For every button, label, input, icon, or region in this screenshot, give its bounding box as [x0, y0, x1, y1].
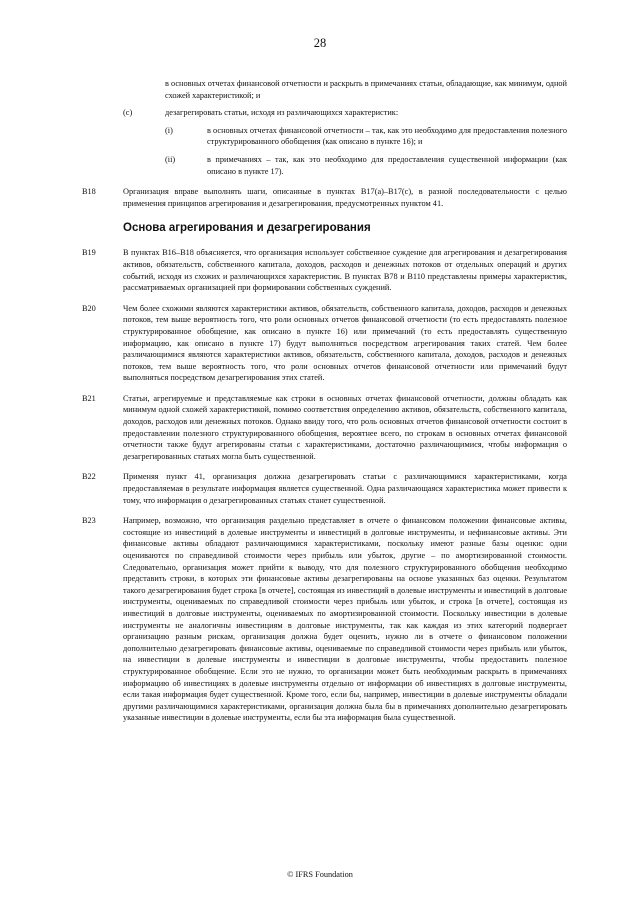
- paragraph-number-b20: B20: [82, 303, 96, 313]
- paragraph-number-b19: B19: [82, 248, 96, 258]
- paragraph-text-b20: Чем более схожими являются характеристики активов, обязательств, собственного капитала, доходов, расходов и денежных потоков, тем выше вероятность того, что роли основных отчетов финансовой отчетности (то есть предоставлять полезное структурированное обобщение, как описано в пункте 16) или примечаний (то есть предоставлять существенную информацию, как описано в пункте 17) будут выполняться посредством агрегирования таких статей. Чем более различающимися являются характеристики активов, обязательств, собственного капитала, доходов, расходов и денежных потоков, тем выше вероятность того, что роли основных отчетов финансовой отчетности или примечаний будут выполняться посредством дезагрегирования этих статей.: [123, 303, 567, 383]
- paragraph-text-b23: Например, возможно, что организация раздельно представляет в отчете о финансовом положении финансовые активы, состоящие из инвестиций в долевые инструменты и инвестиций в долговые инструменты, и нефинансовые активы. Эти финансовые активы обладают различающимися характеристиками, поскольку имеют разные базы оценки: одни оцениваются по справедливой стоимости через прибыль или убыток, другие – по амортизированной стоимости. Следовательно, организация может прийти к выводу, что для полезного структурированного обобщения необходимо представить строки, в которых эти финансовые активы дезагрегированы на основе указанных баз оценки. Результатом такого дезагрегирования будет строка [в отчете], состоящая из инвестиций в долевые инструменты и инвестиций в долговые инструменты, оцениваемых по справедливой стоимости через прибыль или убыток, и строка [в отчете], состоящая из инвестиций в долговые инструменты, оцениваемых по амортизированной стоимости. Поскольку инвестиции в долевые инструменты не аналогичны инвестициям в долговые инструменты, так как каждая из этих категорий подвергает организацию разным рискам, организация должна будет оценить, нужно ли в отчете о финансовом положении дополнительно дезагрегировать финансовые активы, оцениваемые по справедливой стоимости через прибыль или убыток, на инвестиции в долевые инструменты и инвестиции в долговые инструменты, чтобы предоставить полезное структурированное обобщение. Если это не нужно, то организации может быть необходимым раскрыть в примечаниях информацию об инвестициях в долевые инструменты отдельно от информации об инвестициях в долговые инструменты, если такая информация будет существенной. Кроме того, если бы, например, инвестиции в долевые инструменты обладали другими различающимися характеристиками, организация должна была бы в примечаниях дополнительно дезагрегировать указанные инвестиции в долевые инструменты, если бы эта информация была существенной.: [123, 516, 567, 723]
- sublist-label-i: (i): [165, 125, 173, 135]
- paragraph-number-b22: B22: [82, 472, 96, 482]
- sublist-label-ii: (ii): [165, 154, 176, 164]
- paragraph-text-b22: Применяя пункт 41, организация должна дезагрегировать статьи с различающимися характеристиками, когда предоставляемая в результате информация является существенной. Одна различающаяся характеристика может привести к тому, что информация о дезагрегированных статьях станет существенной.: [123, 472, 567, 505]
- lead-paragraph: [0, 78, 640, 101]
- list-text-c: дезагрегировать статьи, исходя из различающихся характеристик:: [165, 108, 399, 118]
- paragraph-b23: [0, 515, 640, 724]
- paragraph-number-b23: B23: [82, 516, 96, 526]
- paragraph-b18: [0, 186, 640, 209]
- paragraph-text-b18: Организация вправе выполнять шаги, описанные в пунктах B17(a)–B17(c), в разной последовательности с целью применения принципов агрегирования и дезагрегирования, предусмотренных пунктом 41.: [123, 187, 567, 208]
- paragraph-b19: [0, 247, 640, 293]
- page-number: 28: [313, 36, 327, 50]
- list-item-c: [0, 107, 640, 119]
- paragraph-text-b21: Статьи, агрегируемые и представляемые как строки в основных отчетах финансовой отчетности, должны обладать как минимум одной схожей характеристикой, помимо соответствия определению активов, обязательств, собственного капитала, доходов, расходов или денежных потоков. Однако ввиду того, что роль основных отчетов финансовой отчетности состоит в предоставлении полезного структурированного обобщения, вероятнее всего, по строкам в основных отчетах финансовой отчетности также будут агрегированы статьи с характеристиками, достаточно различающимися, чтобы информация о дезагрегированных статьях могла быть существенной.: [123, 393, 567, 461]
- paragraph-text-b19: В пунктах B16–B18 объясняется, что организация использует собственное суждение для агрегирования и дезагрегирования активов, обязательств, собственного капитала, доходов, расходов и денежных потоков от отдельных операций и других событий, исходя из схожих и различающихся характеристик. В пунктах B78 и B110 представлены примеры характеристик, рассматриваемых организацией при формировании собственных суждений.: [123, 248, 567, 293]
- sublist-text-i: в основных отчетах финансовой отчетности – так, как это необходимо для предоставления полезного структурированного обобщения (как описано в пункте 16); и: [207, 125, 567, 147]
- sublist-item-i: [0, 125, 640, 148]
- paragraph-number-b21: B21: [82, 393, 96, 403]
- paragraph-number-b18: B18: [82, 187, 96, 197]
- list-label-c: (c): [123, 108, 133, 118]
- paragraph-b20: [0, 303, 640, 384]
- section-heading: Основа агрегирования и дезагрегирования: [123, 222, 371, 235]
- sublist-item-ii: [0, 154, 640, 177]
- page-body: [0, 78, 640, 724]
- paragraph-b21: [0, 393, 640, 463]
- sublist-text-ii: в примечаниях – так, как это необходимо для предоставления существенной информации (как описано в пункте 17).: [207, 154, 567, 176]
- lead-text: в основных отчетах финансовой отчетности и раскрыть в примечаниях статьи, обладающие, как минимум, одной схожей характеристикой; и: [165, 79, 567, 100]
- footer-copyright: © IFRS Foundation: [287, 870, 353, 879]
- paragraph-b22: [0, 471, 640, 506]
